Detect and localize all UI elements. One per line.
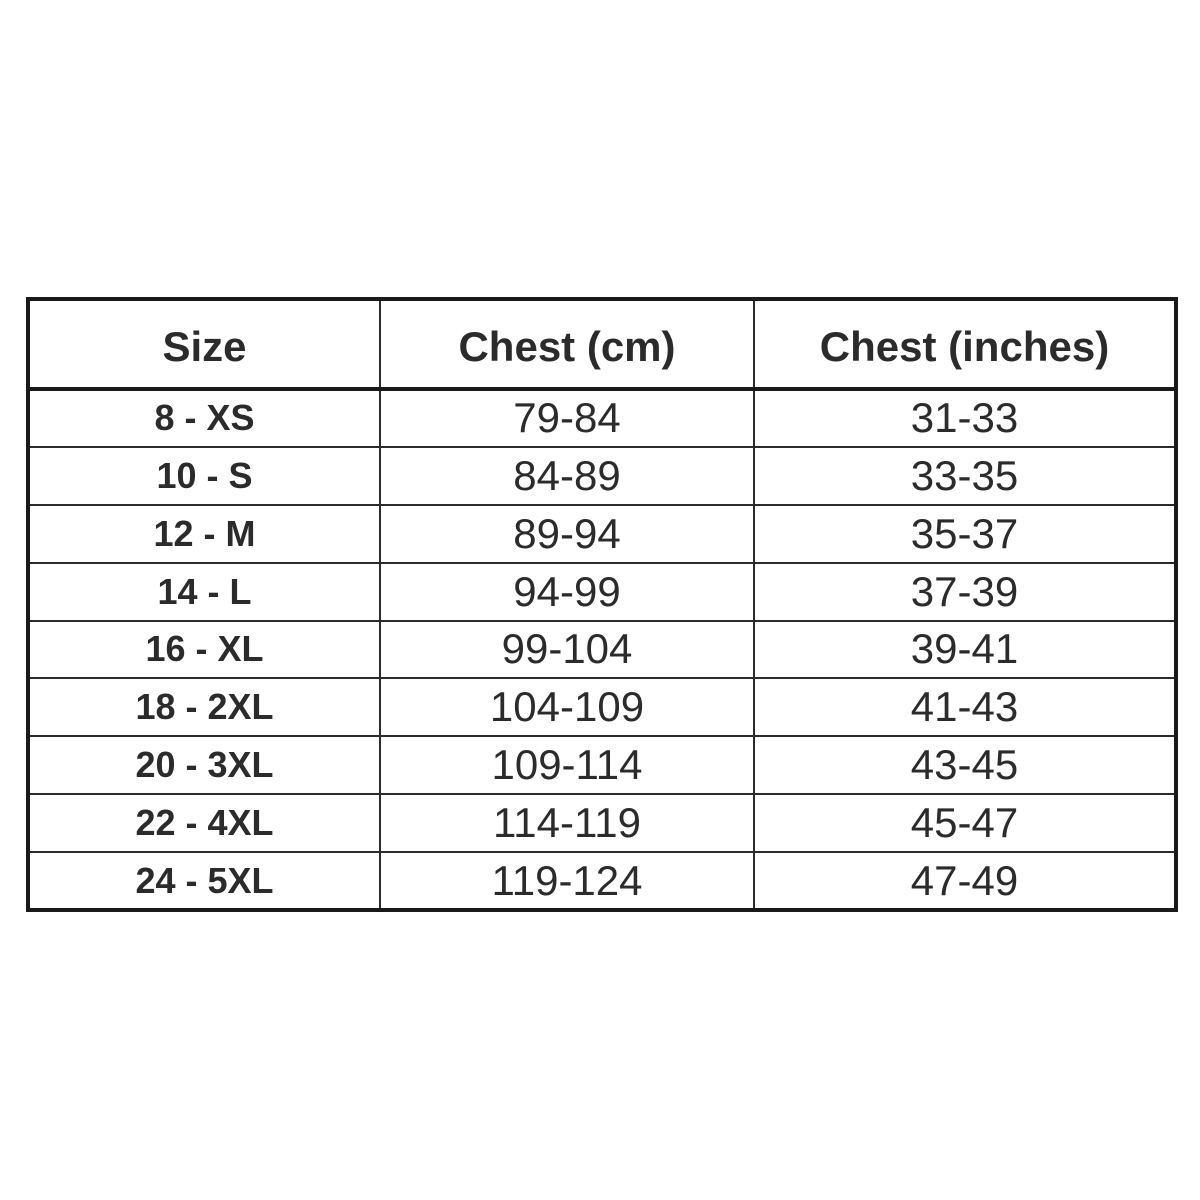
table-row — [28, 505, 1176, 563]
chest-cm-cell: 84-89 — [380, 447, 754, 505]
header-row — [28, 299, 1176, 389]
chest-cm-cell: 99-104 — [380, 621, 754, 679]
chest-inches-cell: 35-37 — [754, 505, 1176, 563]
table-row — [28, 389, 1176, 447]
size-cell: 18 - 2XL — [28, 678, 380, 736]
chest-cm-cell: 109-114 — [380, 736, 754, 794]
header-chest-cm: Chest (cm) — [380, 299, 754, 389]
chest-cm-cell: 119-124 — [380, 852, 754, 910]
size-chart-body — [28, 389, 1176, 910]
table-row — [28, 563, 1176, 621]
header-chest-inches: Chest (inches) — [754, 299, 1176, 389]
chest-inches-cell: 43-45 — [754, 736, 1176, 794]
size-chart-table — [26, 297, 1178, 912]
size-cell: 12 - M — [28, 505, 380, 563]
size-cell: 8 - XS — [28, 389, 380, 447]
size-cell: 24 - 5XL — [28, 852, 380, 910]
table-row — [28, 736, 1176, 794]
table-row — [28, 794, 1176, 852]
chest-inches-cell: 41-43 — [754, 678, 1176, 736]
table-row — [28, 852, 1176, 910]
chest-cm-cell: 94-99 — [380, 563, 754, 621]
size-cell: 14 - L — [28, 563, 380, 621]
table-row — [28, 621, 1176, 679]
chest-cm-cell: 79-84 — [380, 389, 754, 447]
size-cell: 22 - 4XL — [28, 794, 380, 852]
chest-inches-cell: 45-47 — [754, 794, 1176, 852]
chest-inches-cell: 31-33 — [754, 389, 1176, 447]
size-cell: 20 - 3XL — [28, 736, 380, 794]
table-row — [28, 678, 1176, 736]
chest-inches-cell: 33-35 — [754, 447, 1176, 505]
chest-cm-cell: 104-109 — [380, 678, 754, 736]
chest-cm-cell: 114-119 — [380, 794, 754, 852]
chest-cm-cell: 89-94 — [380, 505, 754, 563]
header-size: Size — [28, 299, 380, 389]
chest-inches-cell: 37-39 — [754, 563, 1176, 621]
chest-inches-cell: 39-41 — [754, 621, 1176, 679]
size-chart-header — [28, 299, 1176, 389]
size-cell: 16 - XL — [28, 621, 380, 679]
table-row — [28, 447, 1176, 505]
chest-inches-cell: 47-49 — [754, 852, 1176, 910]
size-cell: 10 - S — [28, 447, 380, 505]
